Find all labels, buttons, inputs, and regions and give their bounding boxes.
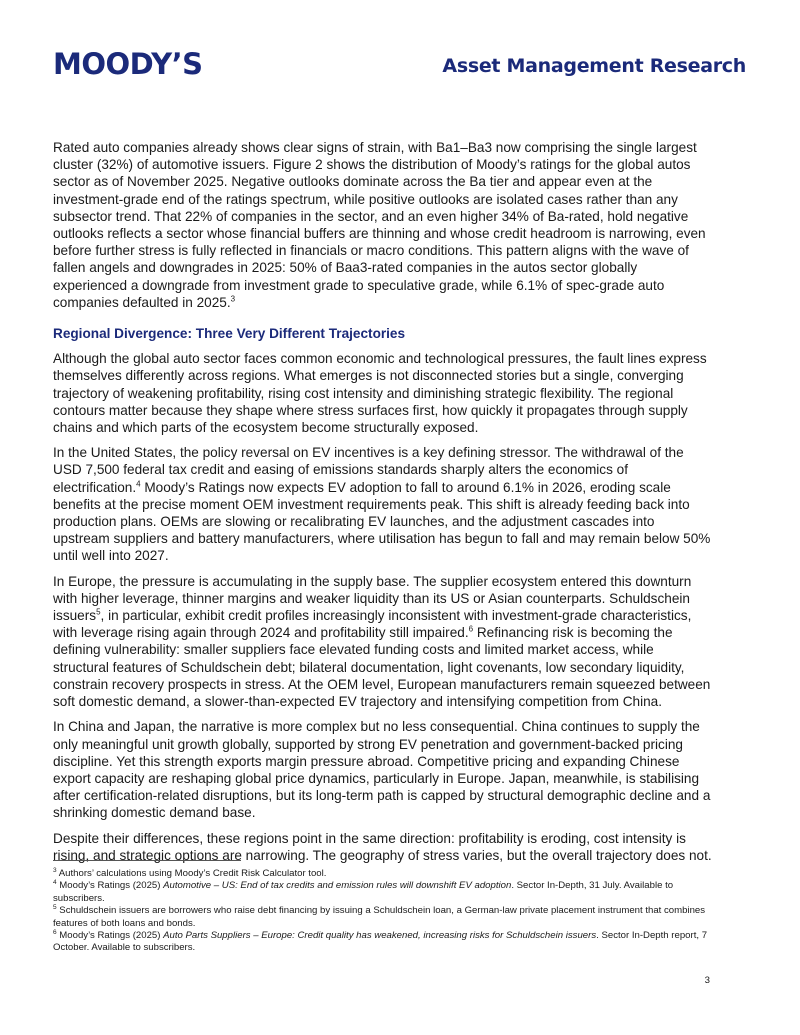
footnote-4: $^4$ Moody’s Ratings (2025) Automotive – US: End of tax credits and emission rules will downshift EV adoption. Sector In-Depth, 31 July. Available to subscribers. <box>53 879 674 904</box>
paragraph-europe: In Europe, the pressure is accumulating in the supply base. The supplier ecosystem entered this downturn with higher leverage, thinner margins and weaker liquidity than its US or Asian counterparts. Schuldschein issuers$^5$, in particular, exhibit credit profiles increasingly inconsistent with investment-grade characteristics, with leverage rising again through 2024 and profitability still impaired.$^6$ Refinancing risk is becoming the defining vulnerability: smaller suppliers face elevated funding costs and limited market access, while structural features of Schuldschein debt; bilateral documentation, light covenants, low secondary liquidity, constrain recovery prospects in stress. At the OEM level, European manufacturers remain squeezed between soft domestic demand, a slower-than-expected EV trajectory and intensifying competition from China. <box>53 573 711 710</box>
moodys-logo: MOODY’S <box>53 47 203 81</box>
section-title: Asset Management Research <box>442 55 746 77</box>
paragraph-regional-overview: Although the global auto sector faces common economic and technological pressures, the fault lines express themselves differently across regions. What emerges is not disconnected stories but a single, converging trajectory of weakening profitability, rising cost intensity and diminishing strategic flexibility. The regional contours matter because they shape where stress surfaces first, how quickly it propagates through supply chains and which parts of the ecosystem become structurally exposed. <box>53 351 707 436</box>
paragraph-china-japan: In China and Japan, the narrative is more complex but no less consequential. China continues to supply the only meaningful unit growth globally, supported by strong EV penetration and government-backed pricing discipline. Yet this strength exports margin pressure abroad. Competitive pricing and expanding Chinese export capacity are reshaping global price dynamics, particularly in Europe. Japan, meanwhile, is stabilising after certification-related disruptions, but its long-term path is capped by structural demographic decline and a shrinking domestic demand base. <box>53 719 711 821</box>
footnote-ref-3[interactable]: 3 <box>230 294 236 304</box>
footnote-divider <box>53 860 241 861</box>
section-heading: Regional Divergence: Three Very Different Trajectories <box>53 326 406 342</box>
footnote-6: $^6$ Moody’s Ratings (2025) Auto Parts Suppliers – Europe: Credit quality has weakened, increasing risks for Schuldschein issuers. Sector In-Depth report, 7 October. Available to subscribers. <box>53 928 708 954</box>
footnote-ref-4[interactable]: 4 <box>136 479 141 489</box>
paragraph-conclusion: Despite their differences, these regions point in the same direction: profitability is eroding, cost intensity is rising, and strategic options are narrowing. The geography of stress varies, but the overall trajectory does not. <box>53 830 712 863</box>
article-body <box>53 139 713 872</box>
footnotes <box>53 868 713 955</box>
footnote-ref-6[interactable]: 6 <box>468 624 474 634</box>
page-number: 3 <box>704 975 710 986</box>
footnote-4-title: Automotive – US: End of tax credits and emission rules will downshift EV adoption <box>163 880 512 892</box>
footnote-ref-5[interactable]: 5 <box>96 607 101 617</box>
paragraph-ratings-strain: Rated auto companies already shows clear signs of strain, with Ba1–Ba3 now comprising the single largest cluster (32%) of automotive issuers. Figure 2 shows the distribution of Moody’s ratings for the global autos sector as of November 2025. Negative outlooks dominate across the Ba tier and appear even at the investment-grade end of the ratings spectrum, while positive outlooks are isolated cases rather than any subsector trend. That 22% of companies in the sector, and an even higher 34% of Ba-rated, hold negative outlooks reflects a sector whose financial buffers are thinning and whose credit headroom is narrowing, even before further stress is fully reflected in financials or macro conditions. This pattern aligns with the wave of fallen angels and downgrades in 2025: 50% of Baa3-rated companies in the autos sector globally experienced a downgrade from investment grade to speculative grade, while 6.1% of spec-grade auto companies defaulted in 2025.$^3$ <box>53 140 706 310</box>
footnote-3: $^3$ Authors’ calculations using Moody’s Credit Risk Calculator tool. <box>53 866 327 879</box>
footnote-5: $^5$ Schuldschein issuers are borrowers who raise debt financing by issuing a Schuldschein loan, a German-law private placement instrument that combines features of both loans and bonds. <box>53 904 706 929</box>
paragraph-united-states: In the United States, the policy reversal on EV incentives is a key defining stressor. The withdrawal of the USD 7,500 federal tax credit and easing of emissions standards sharply alters the economics of electrification.$^4$ Moody’s Ratings now expects EV adoption to fall to around 6.1% in 2026, eroding scale benefits at the precise moment OEM investment requirements peak. This shift is already feeding back into production plans. OEMs are slowing or recalibrating EV launches, and the adjustment cascades into upstream suppliers and battery manufacturers, where utilisation has begun to fall and may remain below 50% until well into 2027. <box>53 445 711 564</box>
footnote-6-title: Auto Parts Suppliers – Europe: Credit quality has weakened, increasing risks for Schuldschein issuers <box>163 930 597 942</box>
